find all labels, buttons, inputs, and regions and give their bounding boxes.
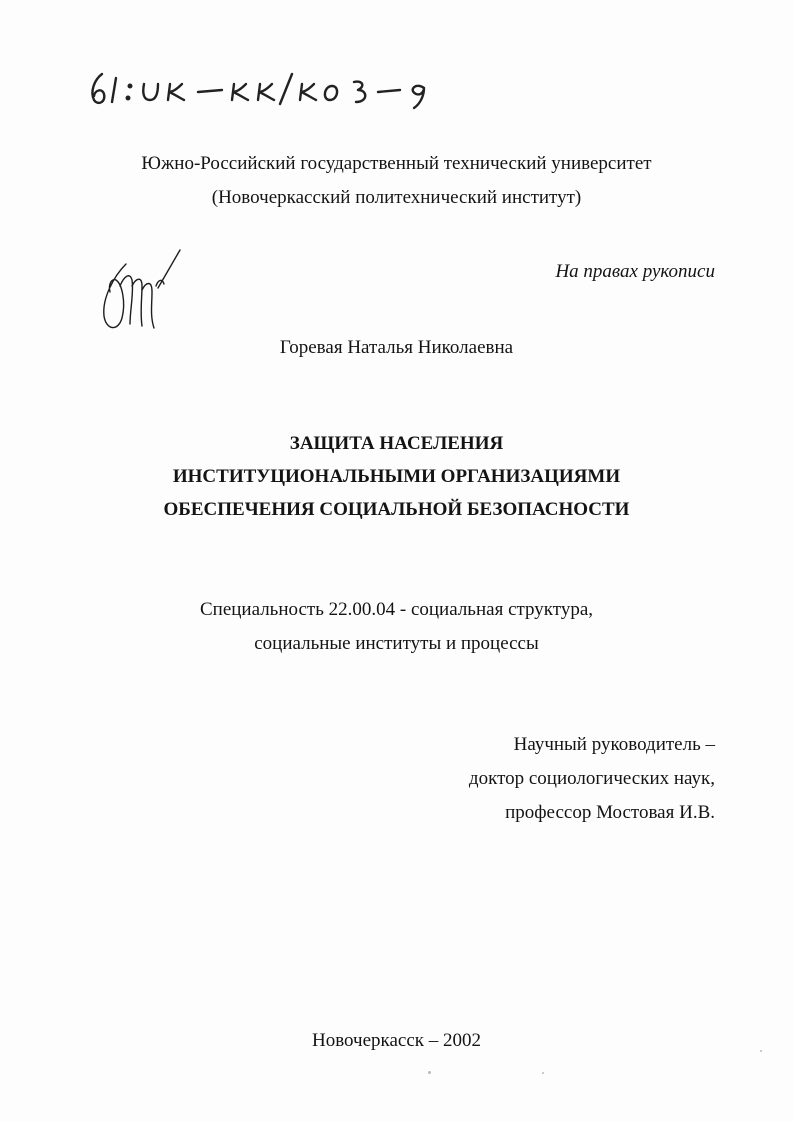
supervisor-line-3: профессор Мостовая И.В. xyxy=(505,802,715,823)
university-name: Южно-Российский государственный технический университет xyxy=(141,153,652,174)
scan-speck xyxy=(542,1072,544,1074)
author-name: Горевая Наталья Николаевна xyxy=(279,337,514,358)
scan-speck xyxy=(760,1050,762,1052)
supervisor-line-1: Научный руководитель – xyxy=(513,734,715,755)
place-and-year: Новочеркасск – 2002 xyxy=(311,1030,482,1051)
specialty-line-1: Специальность 22.00.04 - социальная структура, xyxy=(199,599,594,620)
institute-name: (Новочеркасский политехнический институт) xyxy=(211,187,582,208)
thesis-title-line-2: ИНСТИТУЦИОНАЛЬНЫМИ ОРГАНИЗАЦИЯМИ xyxy=(172,466,621,487)
handwritten-signature xyxy=(96,246,196,338)
specialty-line-2: социальные институты и процессы xyxy=(254,633,539,654)
supervisor-line-2: доктор социологических наук, xyxy=(468,768,715,789)
thesis-title-line-1: ЗАЩИТА НАСЕЛЕНИЯ xyxy=(289,433,504,454)
scan-speck xyxy=(428,1071,431,1074)
thesis-title-line-3: ОБЕСПЕЧЕНИЯ СОЦИАЛЬНОЙ БЕЗОПАСНОСТИ xyxy=(163,499,630,520)
archive-code-handwriting xyxy=(86,62,446,112)
manuscript-rights-note: На правах рукописи xyxy=(555,261,715,282)
